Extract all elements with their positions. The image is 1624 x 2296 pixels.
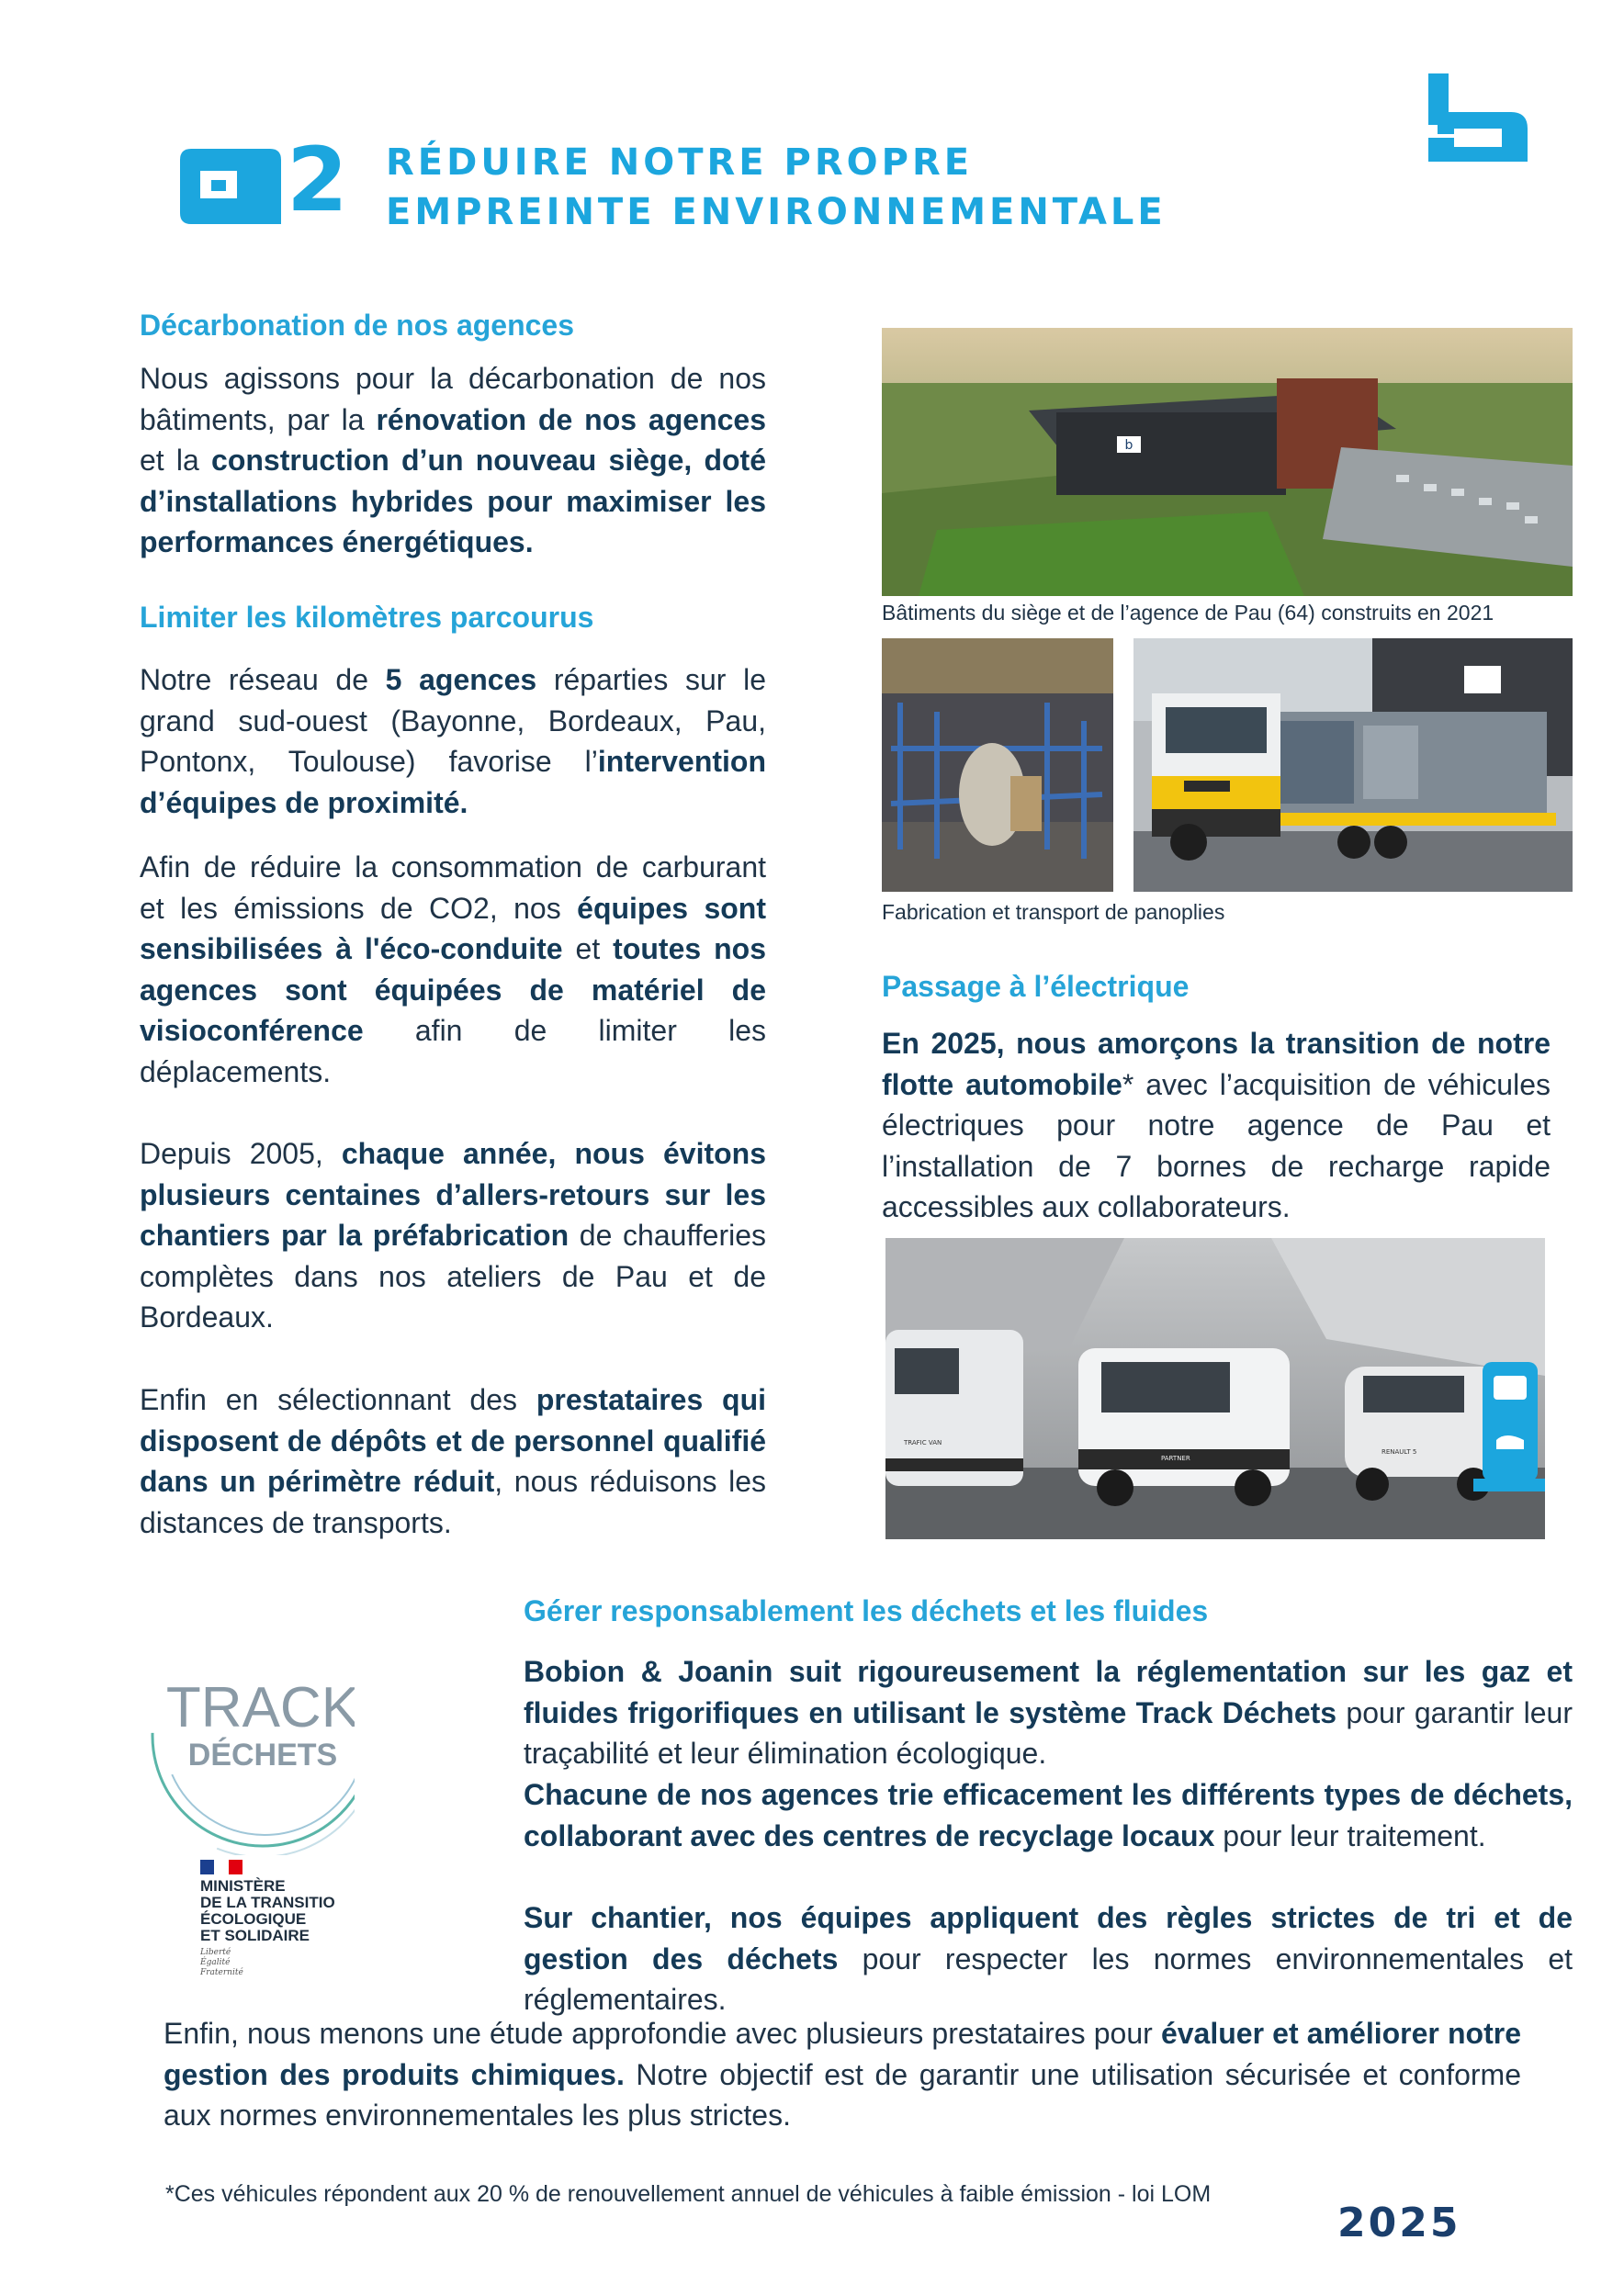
van-label-trafic: TRAFIC VAN: [904, 1439, 942, 1446]
french-flag-icon: [200, 1860, 242, 1874]
photo-camion: [1133, 638, 1573, 892]
photo-siege-pau: [882, 328, 1573, 596]
photo-vehicules-electriques: [885, 1238, 1545, 1539]
caption-siege: Bâtiments du siège et de l’agence de Pau (64) construits en 2021: [882, 601, 1494, 625]
motto-liberte: Liberté: [200, 1948, 231, 1957]
o-shape-icon: [180, 142, 281, 218]
ministry-line-3: ÉCOLOGIQUE: [200, 1910, 307, 1928]
section-number-digit: 2: [287, 129, 350, 231]
motto-fraternite: Fraternité: [200, 1968, 243, 1977]
paragraph-agences: Notre réseau de 5 agences réparties sur le grand sud-ouest (Bayonne, Bordeaux, Pau, Pontonx, Toulouse) favorise l’intervention d’équipes de proximité.: [140, 663, 767, 819]
heading-decarbonation: Décarbonation de nos agences: [140, 309, 575, 342]
caption-panoplies: Fabrication et transport de panoplies: [882, 900, 1225, 924]
van-label-r5: RENAULT 5: [1382, 1448, 1417, 1456]
track-dechets-logo: [125, 1580, 355, 1855]
van-label-partner: PARTNER: [1161, 1455, 1190, 1462]
track-word: TRACK: [165, 1676, 355, 1739]
building-sign-text: b: [1124, 438, 1133, 453]
ministry-line-1: MINISTÈRE: [200, 1877, 286, 1895]
paragraph-ecoconduite: Afin de réduire la consommation de carburant et les émissions de CO2, nos équipes sont sensibilisées à l'éco-conduite et toutes nos agences sont équipées de matériel de visioconférence afin de limiter les déplacements.: [140, 850, 767, 1088]
paragraph-decarbonation: Nous agissons pour la décarbonation de nos bâtiments, par la rénovation de nos agences et la construction d’un nouveau siège, doté d’installations hybrides pour maximiser les performances énergétiques.: [140, 362, 767, 558]
section-title-line2: EMPREINTE ENVIRONNEMENTALE: [386, 191, 1167, 233]
footnote: *Ces véhicules répondent aux 20 % de renouvellement annuel de véhicules à faible émission - loi LOM: [165, 2181, 1212, 2207]
photo-atelier: [882, 638, 1113, 892]
section-title: [386, 138, 1167, 237]
paragraph-prefabrication: Depuis 2005, chaque année, nous évitons plusieurs centaines d’allers-retours sur les chantiers par la préfabrication de chaufferies complètes dans nos ateliers de Pau et de Bordeaux.: [140, 1137, 767, 1334]
ministry-line-4: ET SOLIDAIRE: [200, 1927, 310, 1944]
charging-station-icon: [1473, 1362, 1545, 1491]
section-number: [180, 129, 350, 231]
heading-electrique: Passage à l’électrique: [882, 970, 1190, 1003]
section-title-line1: RÉDUIRE NOTRE PROPRE: [386, 141, 974, 184]
paragraph-track-dechets: Bobion & Joanin suit rigoureusement la réglementation sur les gaz et fluides frigorifiques en utilisant le système Track Déchets pour garantir leur traçabilité et leur élimination écologique.: [524, 1655, 1573, 1770]
dechets-word: DÉCHETS: [187, 1738, 338, 1773]
motto-egalite: Égalité: [200, 1958, 231, 1967]
ministry-line-2: DE LA TRANSITIO: [200, 1894, 335, 1911]
paragraph-tri-agences: Chacune de nos agences trie efficacement les différents types de déchets, collaborant avec des centres de recyclage locaux pour leur traitement.: [524, 1778, 1573, 1852]
ministry-block: [200, 1860, 335, 1978]
paragraph-chantier: Sur chantier, nos équipes appliquent des règles strictes de tri et de gestion des déchets pour respecter les normes environnementales et réglementaires.: [524, 1901, 1573, 2016]
paragraph-prestataires: Enfin en sélectionnant des prestataires qui disposent de dépôts et de personnel qualifié dans un périmètre réduit, nous réduisons les distances de transports.: [140, 1383, 767, 1539]
paragraph-produits-chimiques: Enfin, nous menons une étude approfondie avec plusieurs prestataires pour évaluer et améliorer notre gestion des produits chimiques. Notre objectif est de garantir une utilisation sécurisée et conforme aux normes environnementales les plus strictes.: [164, 2017, 1522, 2132]
year-label: 2025: [1337, 2200, 1461, 2246]
paragraph-electrique: En 2025, nous amorçons la transition de notre flotte automobile* avec l’acquisition de véhicules électriques pour notre agence de Pau et l’installation de 7 bornes de recharge rapide accessibles aux collaborateurs.: [882, 1027, 1551, 1223]
heading-kilometres: Limiter les kilomètres parcourus: [140, 601, 594, 634]
heading-dechets: Gérer responsablement les déchets et les fluides: [524, 1594, 1209, 1627]
brand-logo: [1428, 73, 1528, 162]
